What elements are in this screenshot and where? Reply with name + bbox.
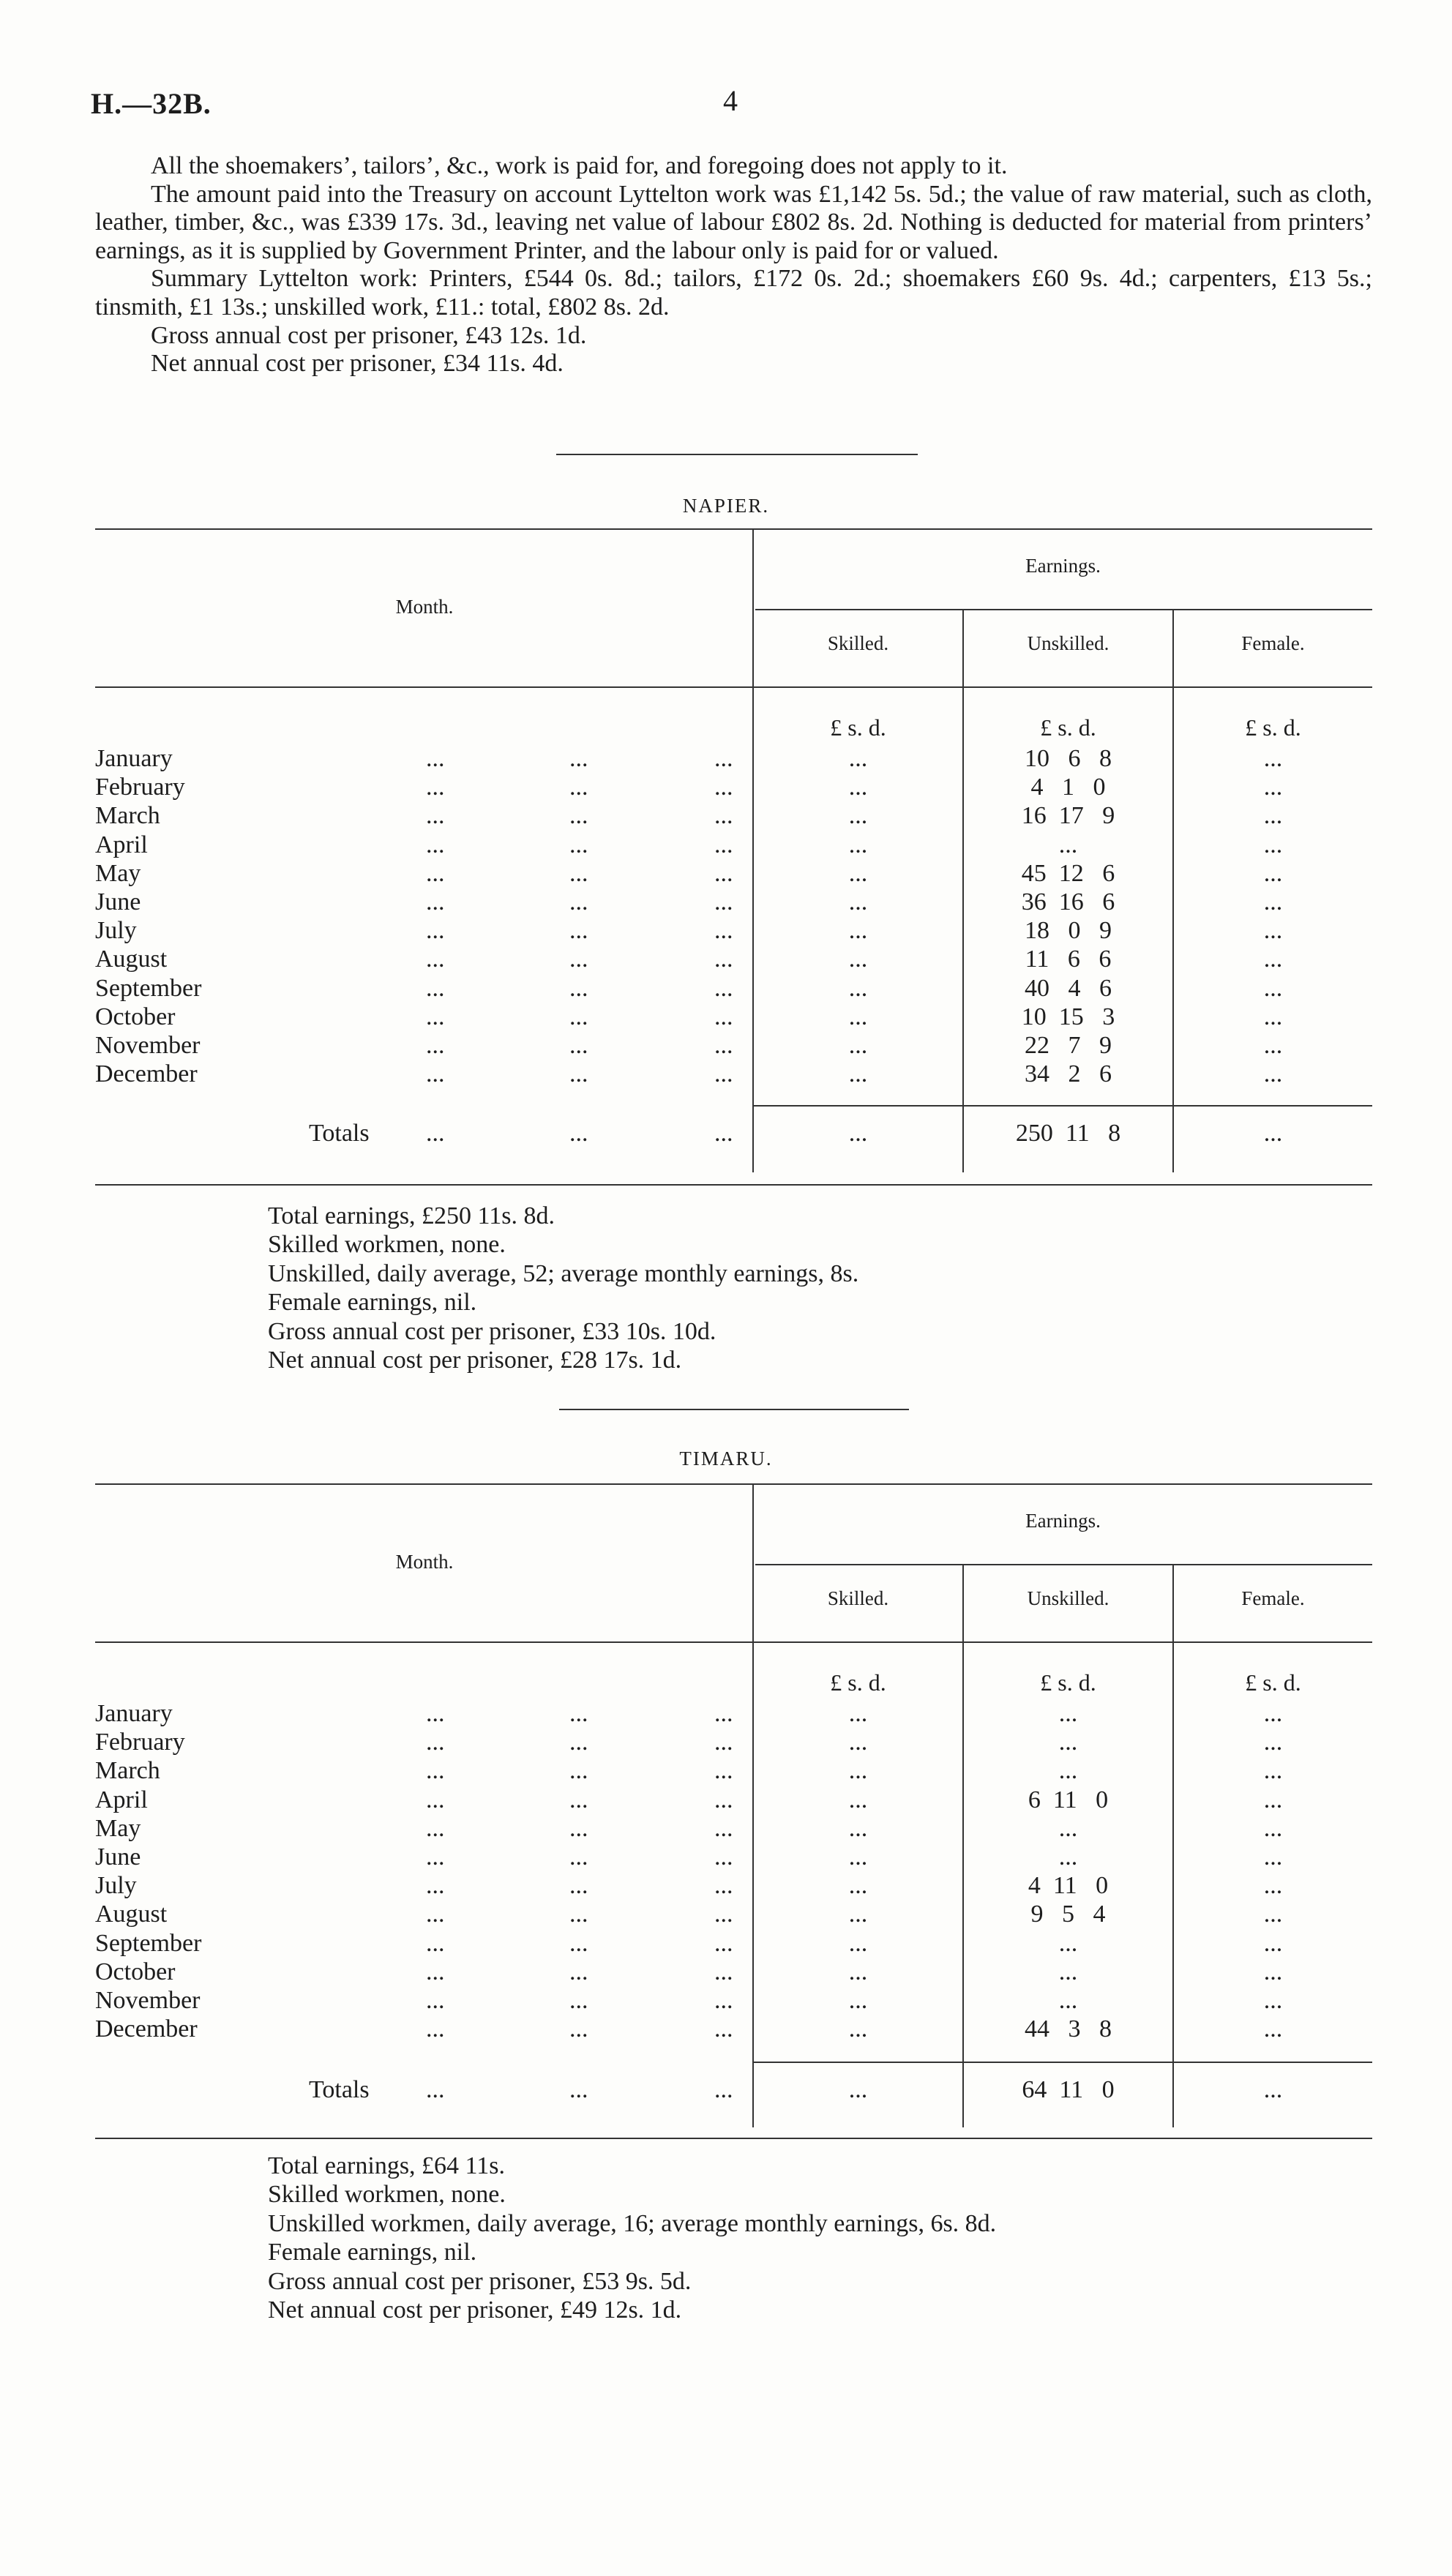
month-cell: July [95,1872,137,1900]
table-row [95,1060,1372,1089]
month-cell: November [95,1987,201,2014]
female-units: £ s. d. [1245,714,1301,741]
intro-paragraph: Summary Lyttelton work: Printers, £544 0s. 8d.; tailors, £172 0s. 2d.; shoemakers £60 9s. 4d.; carpenters, £13 5s.; tinsmith, £1 13s.; unskilled work, £11.: total, £802 8s. 2d. [95,265,1372,321]
unskilled-cell: 22 7 9 [1025,1032,1112,1059]
month-cell: September [95,1929,202,1957]
female-cell: ... [1263,917,1283,945]
table-row [95,860,1372,888]
skilled-cell: ... [848,1003,868,1030]
unskilled-header: Unskilled. [1027,632,1109,654]
leader-dots: ... [426,1843,445,1871]
leader-dots: ... [569,974,588,1002]
unskilled-cell: 16 17 9 [1021,802,1115,830]
skilled-header: Skilled. [827,1587,889,1609]
leader-dots: ... [426,1003,445,1030]
leader-dots: ... [714,1003,733,1030]
table-row [95,975,1372,1003]
leader-dots: ... [714,774,733,801]
female-cell: ... [1263,2015,1283,2043]
leader-dots: ... [426,917,445,945]
table-row [95,1843,1372,1872]
month-cell: January [95,1700,173,1727]
unskilled-cell: 4 11 0 [1028,1872,1109,1900]
skilled-cell: ... [848,917,868,945]
summary-line: Unskilled, daily average, 52; average monthly earnings, 8s. [268,1259,859,1287]
leader-dots: ... [426,774,445,801]
page-number: 4 [723,84,738,117]
section-divider [559,1409,909,1410]
leader-dots: ... [426,1958,445,1985]
table-row [95,1003,1372,1032]
unskilled-cell: 44 3 8 [1025,2015,1112,2043]
summary-line: Total earnings, £64 11s. [268,2152,506,2179]
skilled-cell: ... [848,802,868,830]
table-row [95,1958,1372,1987]
female-cell: ... [1263,1786,1283,1813]
intro-paragraph: Gross annual cost per prisoner, £43 12s. 1d. [151,321,587,349]
table-row [95,1786,1372,1815]
leader-dots: ... [714,1757,733,1785]
leader-dots: ... [569,1700,588,1727]
leader-dots: ... [569,1786,588,1813]
leader-dots: ... [714,1729,733,1756]
leader-dots: ... [569,1003,588,1030]
leader-dots: ... [569,1929,588,1957]
leader-dots: ... [426,859,445,887]
skilled-cell: ... [848,1901,868,1928]
leader-dots: ... [569,1120,588,1147]
female-cell: ... [1263,774,1283,801]
leader-dots: ... [569,1060,588,1088]
female-cell: ... [1263,1757,1283,1785]
unskilled-cell: ... [1058,1929,1078,1957]
totals-skilled: ... [848,2076,868,2103]
leader-dots: ... [426,1814,445,1842]
leader-dots: ... [714,917,733,945]
leader-dots: ... [426,1872,445,1900]
month-cell: March [95,1757,160,1785]
month-cell: September [95,974,202,1002]
unskilled-cell: 18 0 9 [1025,917,1112,945]
leader-dots: ... [714,1814,733,1842]
skilled-cell: ... [848,888,868,916]
table-row [95,888,1372,917]
female-cell: ... [1263,1003,1283,1030]
skilled-cell: ... [848,1814,868,1842]
month-header: Month. [395,596,454,618]
month-cell: June [95,1843,141,1871]
leader-dots: ... [569,859,588,887]
month-cell: July [95,917,137,945]
skilled-cell: ... [848,1060,868,1088]
skilled-cell: ... [848,1872,868,1900]
female-cell: ... [1263,1872,1283,1900]
summary-line: Female earnings, nil. [268,2239,477,2266]
totals-rule [754,1105,1372,1107]
leader-dots: ... [426,1757,445,1785]
table-bottom-rule [95,1184,1372,1186]
leader-dots: ... [714,1929,733,1957]
month-cell: October [95,1958,176,1985]
timaru-title: TIMARU. [679,1448,773,1469]
totals-label: Totals [309,2076,370,2103]
header-bottom-rule [95,1641,1372,1643]
unskilled-cell: 6 11 0 [1028,1786,1109,1813]
skilled-cell: ... [848,831,868,858]
skilled-cell: ... [848,1700,868,1727]
month-cell: October [95,1003,176,1030]
leader-dots: ... [569,1843,588,1871]
leader-dots: ... [569,1814,588,1842]
leader-dots: ... [569,1958,588,1985]
leader-dots: ... [569,1987,588,2014]
female-units: £ s. d. [1245,1669,1301,1696]
leader-dots: ... [426,1987,445,2014]
female-cell: ... [1263,745,1283,772]
month-cell: December [95,1060,198,1088]
skilled-cell: ... [848,1786,868,1813]
month-cell: April [95,831,148,858]
totals-unskilled: 250 11 8 [1015,1120,1121,1147]
unskilled-units: £ s. d. [1040,1669,1096,1696]
leader-dots: ... [714,1987,733,2014]
skilled-cell: ... [848,859,868,887]
unskilled-cell: 45 12 6 [1021,859,1115,887]
leader-dots: ... [426,2076,445,2103]
table-row [95,802,1372,831]
table-row [95,1815,1372,1843]
table-top-rule [95,528,1372,530]
summary-line: Skilled workmen, none. [268,1231,506,1259]
skilled-cell: ... [848,946,868,973]
skilled-units: £ s. d. [830,714,886,741]
female-cell: ... [1263,1843,1283,1871]
skilled-cell: ... [848,1987,868,2014]
month-cell: November [95,1032,201,1059]
table-row [95,2015,1372,2044]
earnings-header: Earnings. [1025,555,1101,577]
table-row [95,1872,1372,1901]
female-cell: ... [1263,946,1283,973]
unskilled-units: £ s. d. [1040,714,1096,741]
leader-dots: ... [714,1700,733,1727]
table-row [95,1930,1372,1958]
month-cell: June [95,888,141,916]
leader-dots: ... [569,2015,588,2043]
unskilled-cell: 40 4 6 [1025,974,1112,1002]
header-bottom-rule [95,686,1372,688]
unskilled-cell: ... [1058,831,1078,858]
leader-dots: ... [714,745,733,772]
unskilled-cell: ... [1058,1958,1078,1985]
table-row [95,831,1372,860]
totals-label: Totals [309,1120,370,1147]
unskilled-cell: ... [1058,1814,1078,1842]
leader-dots: ... [426,1032,445,1059]
leader-dots: ... [714,974,733,1002]
table-row [95,1729,1372,1757]
leader-dots: ... [569,774,588,801]
month-cell: April [95,1786,148,1813]
month-cell: February [95,1729,185,1756]
unskilled-cell: ... [1058,1700,1078,1727]
unskilled-header: Unskilled. [1027,1587,1109,1609]
skilled-cell: ... [848,774,868,801]
female-cell: ... [1263,1958,1283,1985]
leader-dots: ... [569,1872,588,1900]
summary-line: Unskilled workmen, daily average, 16; average monthly earnings, 6s. 8d. [268,2209,997,2237]
totals-unskilled: 64 11 0 [1022,2076,1115,2103]
month-header: Month. [395,1551,454,1573]
table-row [95,774,1372,802]
leader-dots: ... [569,1729,588,1756]
table-row [95,745,1372,774]
intro-paragraph: Net annual cost per prisoner, £34 11s. 4d. [151,350,564,378]
female-cell: ... [1263,831,1283,858]
month-cell: March [95,802,160,830]
skilled-header: Skilled. [827,632,889,654]
intro-paragraph: The amount paid into the Treasury on account Lyttelton work was £1,142 5s. 5d.; the value of raw material, such as cloth, leather, timber, &c., was £339 17s. 3d., leaving net value of labour £802 8s. 2d. Nothing is deducted for material from printers’ earnings, as it is supplied by Government Printer, and the labour only is paid for or valued. [95,180,1372,264]
leader-dots: ... [426,1120,445,1147]
month-cell: December [95,2015,198,2043]
table-bottom-rule [95,2138,1372,2139]
leader-dots: ... [426,2015,445,2043]
intro-paragraph: All the shoemakers’, tailors’, &c., work is paid for, and foregoing does not apply to it. [151,152,1008,179]
female-cell: ... [1263,1060,1283,1088]
intro-text [95,152,1372,378]
leader-dots: ... [569,2076,588,2103]
table-row [95,1901,1372,1929]
leader-dots: ... [426,745,445,772]
female-cell: ... [1263,1929,1283,1957]
summary-line: Female earnings, nil. [268,1289,477,1317]
leader-dots: ... [714,1958,733,1985]
earnings-rule [755,1564,1372,1565]
leader-dots: ... [714,946,733,973]
skilled-units: £ s. d. [830,1669,886,1696]
skilled-cell: ... [848,974,868,1002]
leader-dots: ... [426,946,445,973]
napier-title: NAPIER. [682,495,770,517]
summary-line: Net annual cost per prisoner, £28 17s. 1d. [268,1347,682,1374]
leader-dots: ... [426,1729,445,1756]
skilled-cell: ... [848,1729,868,1756]
leader-dots: ... [426,888,445,916]
totals-female: ... [1263,2076,1283,2103]
skilled-cell: ... [848,1958,868,1985]
leader-dots: ... [426,1901,445,1928]
table-row [95,1032,1372,1060]
leader-dots: ... [714,888,733,916]
female-cell: ... [1263,859,1283,887]
totals-female: ... [1263,1120,1283,1147]
timaru-table [95,1483,1372,2142]
leader-dots: ... [714,859,733,887]
female-cell: ... [1263,1987,1283,2014]
leader-dots: ... [569,1032,588,1059]
totals-skilled: ... [848,1120,868,1147]
leader-dots: ... [714,831,733,858]
female-cell: ... [1263,974,1283,1002]
leader-dots: ... [569,1757,588,1785]
leader-dots: ... [714,1060,733,1088]
skilled-cell: ... [848,1032,868,1059]
female-cell: ... [1263,802,1283,830]
table-row [95,917,1372,946]
table-row [95,1987,1372,2015]
leader-dots: ... [714,1120,733,1147]
section-divider [556,454,918,455]
leader-dots: ... [426,974,445,1002]
skilled-cell: ... [848,745,868,772]
leader-dots: ... [426,1700,445,1727]
skilled-cell: ... [848,1757,868,1785]
month-cell: August [95,946,168,973]
unskilled-cell: ... [1058,1729,1078,1756]
female-header: Female. [1241,632,1305,654]
unskilled-cell: ... [1058,1987,1078,2014]
leader-dots: ... [714,1901,733,1928]
leader-dots: ... [426,1929,445,1957]
leader-dots: ... [714,2015,733,2043]
table-row [95,1700,1372,1729]
table-row [95,1757,1372,1786]
month-cell: May [95,859,141,887]
unskilled-cell: ... [1058,1757,1078,1785]
leader-dots: ... [714,1872,733,1900]
unskilled-cell: 34 2 6 [1025,1060,1112,1088]
leader-dots: ... [714,2076,733,2103]
unskilled-cell: 9 5 4 [1030,1901,1106,1928]
month-cell: February [95,774,185,801]
female-cell: ... [1263,1814,1283,1842]
leader-dots: ... [569,946,588,973]
totals-rule [754,2062,1372,2063]
leader-dots: ... [569,1901,588,1928]
napier-summary [268,1202,858,1374]
skilled-cell: ... [848,1843,868,1871]
leader-dots: ... [426,1060,445,1088]
earnings-header: Earnings. [1025,1510,1101,1532]
leader-dots: ... [714,1843,733,1871]
leader-dots: ... [569,888,588,916]
month-cell: May [95,1814,141,1842]
leader-dots: ... [426,1786,445,1813]
leader-dots: ... [714,1786,733,1813]
unskilled-cell: 10 6 8 [1025,745,1112,772]
female-cell: ... [1263,1729,1283,1756]
month-cell: August [95,1901,168,1928]
leader-dots: ... [569,745,588,772]
document-code: H.—32B. [91,87,212,120]
unskilled-cell: 11 6 6 [1025,946,1112,973]
female-header: Female. [1241,1587,1305,1609]
leader-dots: ... [426,831,445,858]
unskilled-cell: ... [1058,1843,1078,1871]
female-cell: ... [1263,1700,1283,1727]
female-cell: ... [1263,888,1283,916]
summary-line: Skilled workmen, none. [268,2181,506,2209]
unskilled-cell: 36 16 6 [1021,888,1115,916]
table-top-rule [95,1483,1372,1485]
leader-dots: ... [714,802,733,830]
unskilled-cell: 4 1 0 [1030,774,1106,801]
earnings-rule [755,609,1372,610]
summary-line: Net annual cost per prisoner, £49 12s. 1d. [268,2296,682,2324]
leader-dots: ... [426,802,445,830]
month-cell: January [95,745,173,772]
summary-line: Gross annual cost per prisoner, £53 9s. 5d. [268,2267,692,2295]
skilled-cell: ... [848,1929,868,1957]
leader-dots: ... [569,831,588,858]
female-cell: ... [1263,1901,1283,1928]
table-row [95,946,1372,974]
leader-dots: ... [569,802,588,830]
unskilled-cell: 10 15 3 [1021,1003,1115,1030]
skilled-cell: ... [848,2015,868,2043]
female-cell: ... [1263,1032,1283,1059]
leader-dots: ... [714,1032,733,1059]
timaru-summary [268,2152,996,2324]
summary-line: Gross annual cost per prisoner, £33 10s. 10d. [268,1317,716,1345]
summary-line: Total earnings, £250 11s. 8d. [268,1202,555,1229]
leader-dots: ... [569,917,588,945]
napier-table [95,528,1372,1187]
